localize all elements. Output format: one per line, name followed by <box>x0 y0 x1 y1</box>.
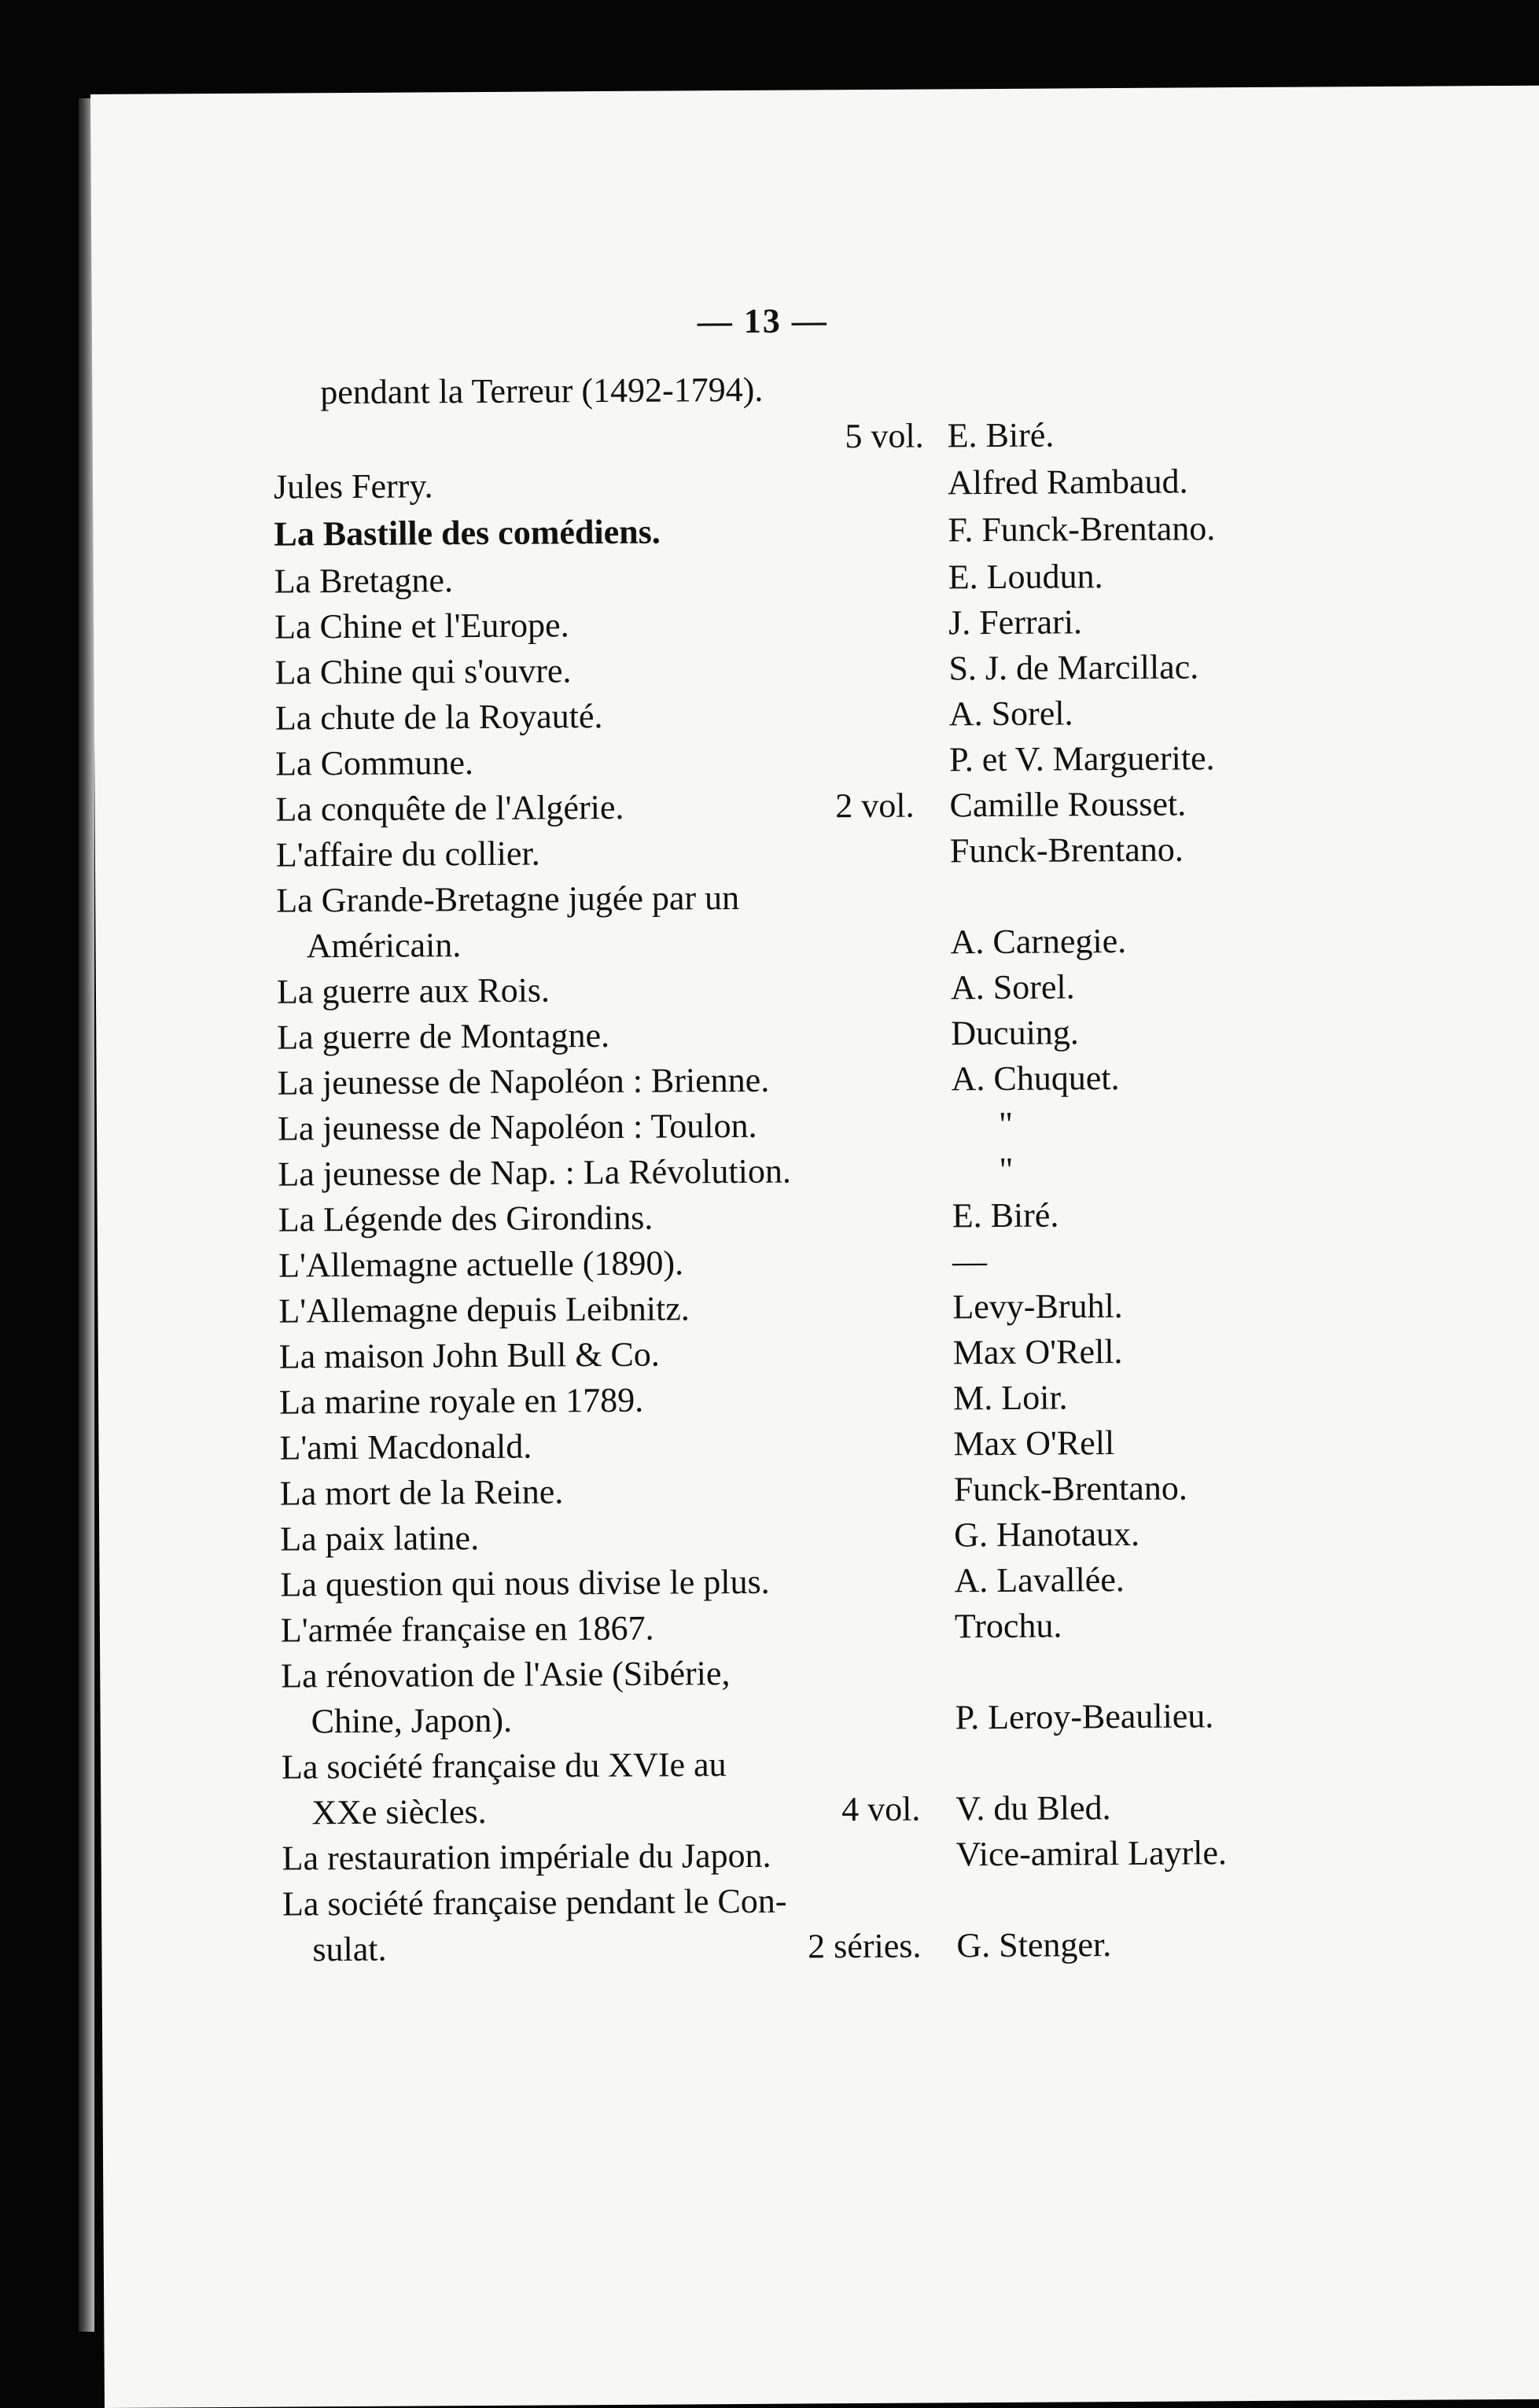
entry-author: " <box>998 1104 1014 1143</box>
entry <box>95 828 1432 881</box>
entry-title: La Bretagne. <box>274 561 454 601</box>
entry-title-continuation: Chine, Japon). <box>311 1700 513 1741</box>
entry <box>98 1330 1435 1383</box>
entry <box>99 1558 1436 1611</box>
entry-title: La mort de la Reine. <box>279 1472 564 1513</box>
entry-author: E. Loudun. <box>948 557 1103 597</box>
entry-title: La marine royale en 1789. <box>279 1380 644 1422</box>
entry-title: La chute de la Royauté. <box>274 697 603 738</box>
entry-title: La jeunesse de Napoléon : Brienne. <box>277 1060 770 1103</box>
entry-title: La maison John Bull & Co. <box>278 1335 660 1376</box>
entry <box>92 366 1429 418</box>
entry-title: La guerre aux Rois. <box>276 970 550 1011</box>
entry-title: Jules Ferry. <box>273 466 433 506</box>
entry-author: E. Biré. <box>952 1195 1059 1235</box>
entry-author: P. et V. Marguerite. <box>949 738 1215 779</box>
entry-author: Max O'Rell. <box>952 1332 1123 1372</box>
entry <box>96 1011 1433 1063</box>
entry-author: Trochu. <box>954 1606 1062 1646</box>
entry-author: F. Funck-Brentano. <box>948 509 1216 550</box>
entry-author: Funck-Brentano. <box>949 830 1184 871</box>
entry-title: La Chine et l'Europe. <box>274 606 569 646</box>
entry-title: La Bastille des comédiens. <box>274 512 661 554</box>
entry-author: Ducuing. <box>951 1013 1079 1053</box>
entry <box>94 691 1431 744</box>
entry <box>94 554 1430 607</box>
entry <box>94 600 1430 653</box>
entry-title: La Légende des Girondins. <box>278 1198 654 1239</box>
entry <box>94 646 1430 698</box>
entry-title: L'affaire du collier. <box>275 834 540 874</box>
entry-volume: 5 vol. <box>845 416 924 456</box>
entry <box>98 1239 1434 1291</box>
entry <box>101 1832 1438 1884</box>
entry-title: La rénovation de l'Asie (Sibérie, <box>281 1654 731 1696</box>
entry-volume: 2 vol. <box>835 786 915 826</box>
entry <box>93 413 1430 466</box>
entry <box>93 507 1430 560</box>
entry-author: M. Loir. <box>952 1378 1068 1418</box>
entry <box>99 1467 1436 1519</box>
entry-title: La Commune. <box>275 743 474 783</box>
entry-title-continuation: Américain. <box>306 926 462 966</box>
entry-title: La jeunesse de Nap. : La Révolution. <box>278 1151 792 1194</box>
entry-title: La restauration impériale du Japon. <box>282 1835 771 1878</box>
entry <box>98 1375 1435 1428</box>
entry <box>99 1512 1436 1565</box>
entry-author: P. Leroy-Beaulieu. <box>955 1696 1214 1737</box>
entry <box>97 1147 1434 1200</box>
entry <box>97 1102 1434 1154</box>
entry-title: La jeunesse de Napoléon : Toulon. <box>277 1106 757 1148</box>
entry-title: La paix latine. <box>280 1519 480 1559</box>
entry <box>96 965 1433 1018</box>
entry-volume: 2 séries. <box>808 1926 922 1966</box>
entry <box>94 737 1431 790</box>
entry-author: Vice-amiral Layrle. <box>955 1833 1228 1874</box>
entry-author: A. Sorel. <box>948 694 1073 734</box>
entry-title: pendant la Terreur (1492-1794). <box>320 370 764 412</box>
entry <box>100 1695 1437 1747</box>
entry-author: Funck-Brentano. <box>953 1468 1187 1509</box>
entry <box>100 1603 1437 1656</box>
entry <box>98 1193 1434 1246</box>
entry-author: A. Chuquet. <box>951 1059 1120 1099</box>
entry-title: La guerre de Montagne. <box>277 1015 610 1057</box>
entry-title: L'ami Macdonald. <box>279 1427 532 1467</box>
entry-title-continuation: sulat. <box>312 1929 387 1969</box>
entry <box>101 1786 1438 1839</box>
entry-author: Alfred Rambaud. <box>947 462 1188 503</box>
entry-title: L'Allemagne depuis Leibnitz. <box>278 1289 690 1331</box>
entry-author: Max O'Rell <box>953 1423 1115 1464</box>
entry <box>97 1056 1434 1109</box>
entry-title: L'Allemagne actuelle (1890). <box>278 1243 684 1285</box>
entry <box>98 1421 1435 1474</box>
entry-title: L'armée française en 1867. <box>280 1608 654 1650</box>
page-number: — 13 — <box>697 301 828 341</box>
entry-author: A. Sorel. <box>950 967 1075 1007</box>
entry-title: La Grande-Bretagne jugée par un <box>276 878 740 920</box>
entry-author: J. Ferrari. <box>948 602 1083 643</box>
book-page <box>90 86 1539 2408</box>
entry-title: La société française pendant le Con- <box>282 1881 787 1924</box>
entry <box>94 782 1431 835</box>
entry-title-continuation: XXe siècles. <box>311 1791 487 1832</box>
entry-volume: 4 vol. <box>841 1789 921 1829</box>
entry-author: G. Hanotaux. <box>954 1514 1140 1555</box>
entry <box>101 1923 1438 1975</box>
entry <box>98 1284 1434 1337</box>
entry-author: Levy-Bruhl. <box>952 1287 1123 1327</box>
entry-author: G. Stenger. <box>956 1925 1112 1965</box>
entry <box>101 1740 1438 1793</box>
entry-author: S. J. de Marcillac. <box>948 647 1199 688</box>
entry-title: La conquête de l'Algérie. <box>275 787 624 829</box>
entry <box>100 1649 1437 1702</box>
entry-author: A. Lavallée. <box>954 1560 1125 1600</box>
entry <box>95 874 1432 926</box>
entry-author: — <box>952 1242 988 1281</box>
entry-author: V. du Bled. <box>955 1788 1111 1828</box>
entry-author: Camille Rousset. <box>949 784 1187 825</box>
entry-author: " <box>999 1150 1014 1189</box>
entry-title: La société française du XVIe au <box>281 1745 727 1787</box>
entry <box>93 460 1430 513</box>
entry <box>101 1877 1438 1930</box>
entry-title: La question qui nous divise le plus. <box>280 1562 770 1604</box>
entry-author: E. Biré. <box>947 415 1055 455</box>
entry <box>95 919 1432 972</box>
entry-author: A. Carnegie. <box>950 921 1127 962</box>
entry-title: La Chine qui s'ouvre. <box>274 651 572 692</box>
